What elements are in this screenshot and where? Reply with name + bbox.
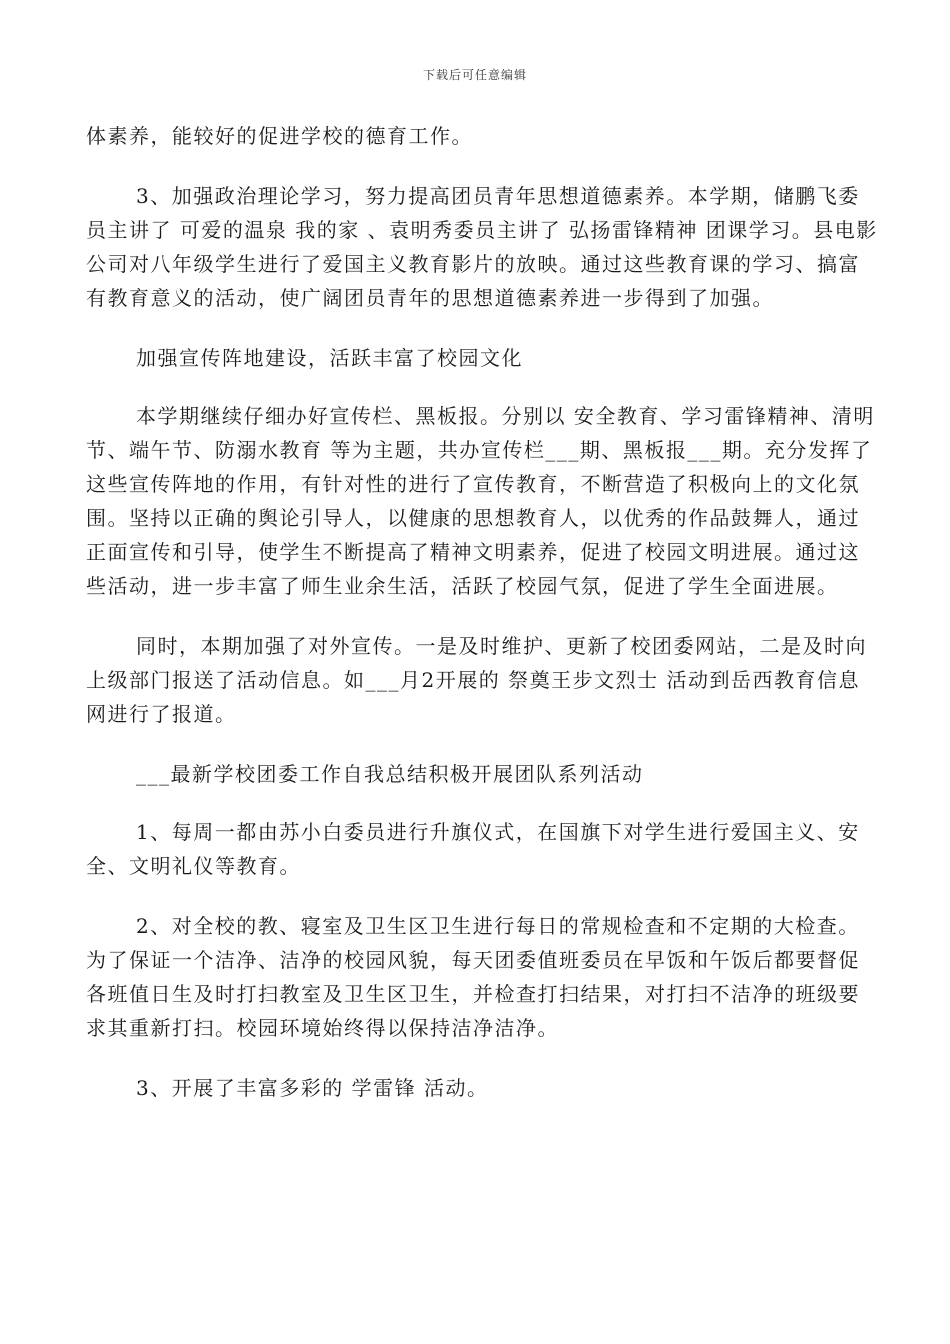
section-heading-publicity: 加强宣传阵地建设，活跃丰富了校园文化 [136,346,523,370]
paragraph-external-publicity: 同时，本期加强了对外宣传。一是及时维护、更新了校团委网站，二是及时向上级部门报送了活动信息。如___月2开展的 祭奠王步文烈士 活动到岳西教育信息网进行了报道。 [86,634,867,726]
document-body [86,119,878,1131]
paragraph-flag-ceremony: 1、每周一都由苏小白委员进行升旗仪式，在国旗下对学生进行爱国主义、安全、文明礼仪等教育。 [86,820,860,878]
page-header: 下载后可任意编辑 [422,68,527,82]
paragraph-continuation: 体素养，能较好的促进学校的德育工作。 [86,124,473,148]
paragraph-theory-study: 3、加强政治理论学习，努力提高团员青年思想道德素养。本学期，储鹏飞委员主讲了 可爱的温泉 我的家 、袁明秀委员主讲了 弘扬雷锋精神 团课学习。县电影公司对八年级学生进行了爱国主义教育影片的放映。通过这些教育课的学习、搞富有教育意义的活动，使广阔团员青年的思想道德素养进一步得到了加强。 [86,184,878,310]
paragraph-hygiene-inspection: 2、对全校的教、寝室及卫生区卫生进行每日的常规检查和不定期的大检查。为了保证一个洁净、洁净的校园风貌，每天团委值班委员在早饭和午饭后都要督促各班值日生及时打扫教室及卫生区卫生，并检查打扫结果，对打扫不洁净的班级要求其重新打扫。校园环境始终得以保持洁净洁净。 [86,914,860,1040]
paragraph-bulletin-boards: 本学期继续仔细办好宣传栏、黑板报。分别以 安全教育、学习雷锋精神、清明节、端午节、防溺水教育 等为主题，共办宣传栏___期、黑板报___期。充分发挥了这些宣传阵地的作用，有针对性的进行了宣传教育，不断营造了积极向上的文化氛围。坚持以正确的舆论引导人，以健康的思想教育人，以优秀的作品鼓舞人，通过正面宣传和引导，使学生不断提高了精神文明素养，促进了校园文明进展。通过这些活动，进一步丰富了师生业余生活，活跃了校园气氛，促进了学生全面进展。 [86,404,875,598]
section-heading-activities: ___最新学校团委工作自我总结积极开展团队系列活动 [136,762,644,786]
paragraph-lei-feng-activity: 3、开展了丰富多彩的 学雷锋 活动。 [136,1076,489,1100]
